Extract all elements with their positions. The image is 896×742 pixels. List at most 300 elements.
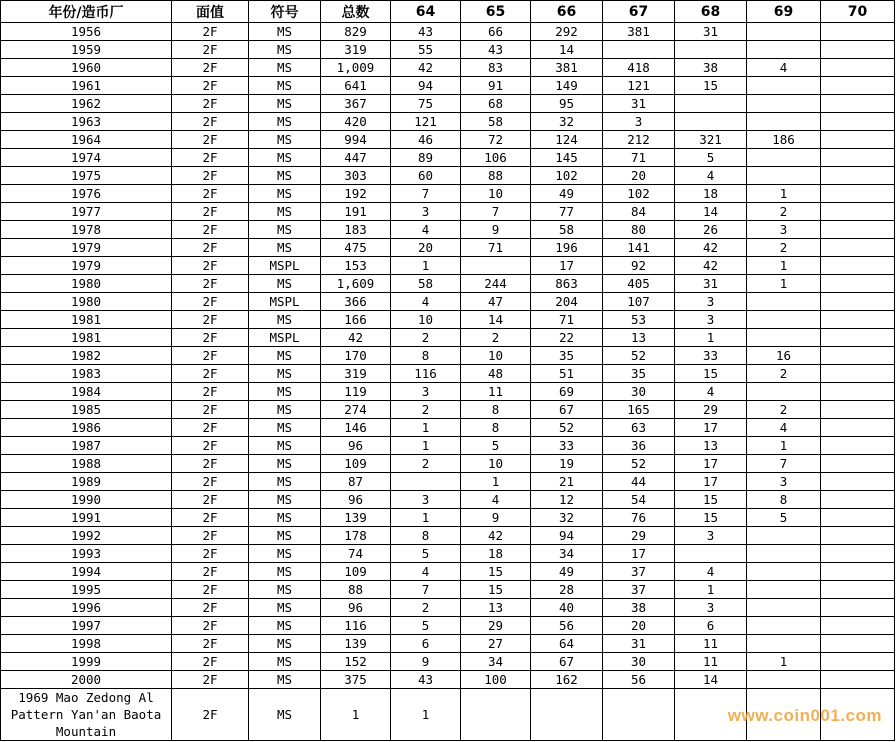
cell-grade-64: 7	[391, 185, 461, 203]
cell-grade-69: 5	[747, 509, 821, 527]
table-row	[1, 527, 895, 545]
cell-grade-68: 321	[675, 131, 747, 149]
cell-year-mint: 1977	[1, 203, 172, 221]
cell-year-mint: 1974	[1, 149, 172, 167]
cell-total: 139	[321, 635, 391, 653]
cell-grade-64: 5	[391, 545, 461, 563]
cell-grade-70	[821, 149, 895, 167]
cell-symbol: MS	[249, 401, 321, 419]
cell-grade-65: 83	[461, 59, 531, 77]
cell-grade-68: 31	[675, 23, 747, 41]
table-row	[1, 599, 895, 617]
cell-grade-66: 67	[531, 401, 603, 419]
cell-grade-64: 3	[391, 383, 461, 401]
cell-symbol: MS	[249, 599, 321, 617]
cell-denomination: 2F	[172, 617, 249, 635]
cell-grade-69	[747, 149, 821, 167]
cell-symbol: MS	[249, 473, 321, 491]
header-grade-65: 65	[461, 1, 531, 23]
cell-grade-70	[821, 599, 895, 617]
cell-symbol: MS	[249, 95, 321, 113]
cell-total: 192	[321, 185, 391, 203]
cell-symbol: MSPL	[249, 257, 321, 275]
cell-grade-67: 54	[603, 491, 675, 509]
cell-grade-67: 31	[603, 635, 675, 653]
cell-grade-68: 17	[675, 455, 747, 473]
header-grade-66: 66	[531, 1, 603, 23]
cell-grade-68: 4	[675, 167, 747, 185]
cell-grade-66: 102	[531, 167, 603, 185]
cell-denomination: 2F	[172, 653, 249, 671]
table-row	[1, 275, 895, 293]
cell-total: 87	[321, 473, 391, 491]
cell-grade-70	[821, 635, 895, 653]
cell-grade-65: 48	[461, 365, 531, 383]
cell-grade-64: 8	[391, 347, 461, 365]
cell-grade-64: 8	[391, 527, 461, 545]
cell-symbol: MS	[249, 437, 321, 455]
cell-symbol: MS	[249, 653, 321, 671]
cell-grade-69: 186	[747, 131, 821, 149]
cell-grade-69	[747, 329, 821, 347]
cell-grade-69: 8	[747, 491, 821, 509]
cell-year-mint: 1990	[1, 491, 172, 509]
cell-grade-64: 58	[391, 275, 461, 293]
cell-grade-66: 94	[531, 527, 603, 545]
cell-total: 829	[321, 23, 391, 41]
cell-grade-67	[603, 689, 675, 741]
cell-grade-69	[747, 635, 821, 653]
cell-grade-68: 31	[675, 275, 747, 293]
cell-grade-70	[821, 581, 895, 599]
cell-grade-67: 381	[603, 23, 675, 41]
cell-grade-68: 15	[675, 491, 747, 509]
cell-grade-69: 3	[747, 221, 821, 239]
cell-grade-65: 9	[461, 221, 531, 239]
cell-grade-70	[821, 383, 895, 401]
cell-grade-70	[821, 545, 895, 563]
cell-grade-66: 33	[531, 437, 603, 455]
cell-grade-66: 149	[531, 77, 603, 95]
cell-denomination: 2F	[172, 203, 249, 221]
cell-grade-69: 1	[747, 257, 821, 275]
cell-grade-65: 4	[461, 491, 531, 509]
cell-denomination: 2F	[172, 527, 249, 545]
table-row	[1, 95, 895, 113]
cell-grade-64: 55	[391, 41, 461, 59]
cell-denomination: 2F	[172, 347, 249, 365]
cell-grade-68: 5	[675, 149, 747, 167]
cell-symbol: MS	[249, 149, 321, 167]
cell-denomination: 2F	[172, 419, 249, 437]
cell-grade-68	[675, 545, 747, 563]
cell-total: 109	[321, 563, 391, 581]
cell-grade-68: 29	[675, 401, 747, 419]
cell-grade-70	[821, 473, 895, 491]
cell-total: 153	[321, 257, 391, 275]
site-watermark: www.coin001.com	[727, 706, 882, 725]
cell-denomination: 2F	[172, 275, 249, 293]
cell-symbol: MSPL	[249, 329, 321, 347]
cell-year-mint: 1984	[1, 383, 172, 401]
cell-grade-64: 46	[391, 131, 461, 149]
cell-year-mint: 1964	[1, 131, 172, 149]
cell-grade-64: 43	[391, 671, 461, 689]
cell-grade-65: 91	[461, 77, 531, 95]
cell-denomination: 2F	[172, 77, 249, 95]
cell-grade-66: 67	[531, 653, 603, 671]
cell-grade-69: 2	[747, 365, 821, 383]
header-grade-68: 68	[675, 1, 747, 23]
cell-symbol: MS	[249, 41, 321, 59]
table-body	[1, 23, 895, 741]
cell-denomination: 2F	[172, 599, 249, 617]
cell-total: 191	[321, 203, 391, 221]
cell-grade-69: 4	[747, 59, 821, 77]
cell-grade-69	[747, 41, 821, 59]
cell-total: 366	[321, 293, 391, 311]
cell-grade-68: 33	[675, 347, 747, 365]
cell-symbol: MS	[249, 113, 321, 131]
cell-grade-66: 196	[531, 239, 603, 257]
table-row	[1, 257, 895, 275]
cell-total: 319	[321, 41, 391, 59]
cell-grade-64: 20	[391, 239, 461, 257]
cell-year-mint: 1956	[1, 23, 172, 41]
cell-grade-68: 13	[675, 437, 747, 455]
cell-grade-69	[747, 617, 821, 635]
cell-grade-66: 95	[531, 95, 603, 113]
cell-grade-64: 2	[391, 401, 461, 419]
table-row	[1, 491, 895, 509]
cell-grade-66: 35	[531, 347, 603, 365]
table-row	[1, 59, 895, 77]
cell-grade-66: 49	[531, 185, 603, 203]
cell-year-mint: 1992	[1, 527, 172, 545]
cell-grade-64: 7	[391, 581, 461, 599]
cell-grade-70	[821, 329, 895, 347]
cell-grade-66: 64	[531, 635, 603, 653]
header-grade-67: 67	[603, 1, 675, 23]
cell-total: 420	[321, 113, 391, 131]
cell-grade-70	[821, 401, 895, 419]
cell-grade-66: 17	[531, 257, 603, 275]
cell-grade-64: 5	[391, 617, 461, 635]
cell-total: 641	[321, 77, 391, 95]
cell-denomination: 2F	[172, 473, 249, 491]
cell-total: 170	[321, 347, 391, 365]
cell-symbol: MS	[249, 383, 321, 401]
cell-grade-70	[821, 95, 895, 113]
cell-grade-65: 47	[461, 293, 531, 311]
cell-total: 139	[321, 509, 391, 527]
cell-total: 96	[321, 491, 391, 509]
cell-grade-67: 20	[603, 167, 675, 185]
cell-grade-69: 2	[747, 239, 821, 257]
cell-grade-67: 38	[603, 599, 675, 617]
cell-grade-70	[821, 185, 895, 203]
cell-symbol: MS	[249, 635, 321, 653]
cell-grade-65: 29	[461, 617, 531, 635]
cell-denomination: 2F	[172, 113, 249, 131]
cell-grade-67: 31	[603, 95, 675, 113]
cell-grade-65: 106	[461, 149, 531, 167]
cell-grade-67: 63	[603, 419, 675, 437]
header-grade-64: 64	[391, 1, 461, 23]
cell-grade-65: 34	[461, 653, 531, 671]
cell-denomination: 2F	[172, 365, 249, 383]
cell-grade-65: 10	[461, 347, 531, 365]
cell-denomination: 2F	[172, 563, 249, 581]
cell-grade-64	[391, 473, 461, 491]
header-grade-70: 70	[821, 1, 895, 23]
cell-year-mint: 1975	[1, 167, 172, 185]
cell-total: 994	[321, 131, 391, 149]
cell-denomination: 2F	[172, 185, 249, 203]
cell-grade-68: 3	[675, 293, 747, 311]
cell-total: 1,609	[321, 275, 391, 293]
cell-grade-68: 18	[675, 185, 747, 203]
cell-grade-66: 19	[531, 455, 603, 473]
table-row	[1, 401, 895, 419]
cell-grade-67: 53	[603, 311, 675, 329]
cell-total: 367	[321, 95, 391, 113]
cell-grade-68: 14	[675, 203, 747, 221]
cell-year-mint: 1987	[1, 437, 172, 455]
cell-grade-66: 32	[531, 509, 603, 527]
cell-grade-66: 14	[531, 41, 603, 59]
cell-grade-65	[461, 257, 531, 275]
cell-year-mint: 1999	[1, 653, 172, 671]
cell-year-mint: 1963	[1, 113, 172, 131]
cell-year-mint: 2000	[1, 671, 172, 689]
cell-grade-70	[821, 293, 895, 311]
cell-denomination: 2F	[172, 239, 249, 257]
header-row	[1, 1, 895, 23]
cell-grade-66: 22	[531, 329, 603, 347]
cell-total: 109	[321, 455, 391, 473]
cell-grade-66: 381	[531, 59, 603, 77]
cell-grade-67: 37	[603, 563, 675, 581]
cell-symbol: MS	[249, 311, 321, 329]
cell-grade-68	[675, 95, 747, 113]
cell-denomination: 2F	[172, 689, 249, 741]
cell-grade-67: 13	[603, 329, 675, 347]
cell-grade-70	[821, 131, 895, 149]
cell-total: 146	[321, 419, 391, 437]
cell-total: 96	[321, 599, 391, 617]
cell-grade-64: 6	[391, 635, 461, 653]
cell-grade-66: 204	[531, 293, 603, 311]
cell-grade-65: 42	[461, 527, 531, 545]
cell-grade-67: 17	[603, 545, 675, 563]
cell-grade-67: 405	[603, 275, 675, 293]
table-row	[1, 545, 895, 563]
cell-grade-66: 145	[531, 149, 603, 167]
cell-total: 96	[321, 437, 391, 455]
cell-grade-69	[747, 113, 821, 131]
cell-grade-67: 20	[603, 617, 675, 635]
cell-grade-67: 29	[603, 527, 675, 545]
cell-symbol: MS	[249, 131, 321, 149]
cell-grade-68: 3	[675, 527, 747, 545]
table-row	[1, 473, 895, 491]
cell-grade-65: 2	[461, 329, 531, 347]
cell-grade-66: 863	[531, 275, 603, 293]
cell-grade-67: 30	[603, 383, 675, 401]
cell-symbol: MS	[249, 167, 321, 185]
table-row	[1, 653, 895, 671]
cell-grade-69	[747, 77, 821, 95]
cell-symbol: MS	[249, 689, 321, 741]
cell-grade-68	[675, 41, 747, 59]
cell-symbol: MS	[249, 77, 321, 95]
cell-grade-68: 4	[675, 383, 747, 401]
cell-grade-64: 42	[391, 59, 461, 77]
cell-grade-68: 3	[675, 599, 747, 617]
cell-grade-67: 212	[603, 131, 675, 149]
cell-symbol: MS	[249, 275, 321, 293]
cell-denomination: 2F	[172, 401, 249, 419]
cell-denomination: 2F	[172, 167, 249, 185]
header-year-mint: 年份/造币厂	[1, 1, 172, 23]
cell-total: 88	[321, 581, 391, 599]
cell-grade-67: 84	[603, 203, 675, 221]
table-row	[1, 203, 895, 221]
cell-grade-65: 10	[461, 185, 531, 203]
cell-denomination: 2F	[172, 23, 249, 41]
table-row	[1, 131, 895, 149]
cell-symbol: MS	[249, 455, 321, 473]
header-grade-69: 69	[747, 1, 821, 23]
cell-grade-70	[821, 203, 895, 221]
cell-grade-68: 15	[675, 77, 747, 95]
cell-year-mint: 1981	[1, 329, 172, 347]
cell-grade-66	[531, 689, 603, 741]
cell-grade-66: 49	[531, 563, 603, 581]
cell-grade-69: 1	[747, 437, 821, 455]
cell-symbol: MS	[249, 59, 321, 77]
cell-grade-64: 2	[391, 455, 461, 473]
cell-grade-64: 4	[391, 293, 461, 311]
cell-grade-64: 1	[391, 509, 461, 527]
cell-grade-69	[747, 167, 821, 185]
cell-total: 116	[321, 617, 391, 635]
cell-symbol: MS	[249, 563, 321, 581]
cell-grade-65: 5	[461, 437, 531, 455]
cell-total: 74	[321, 545, 391, 563]
cell-grade-65: 71	[461, 239, 531, 257]
cell-grade-68: 1	[675, 581, 747, 599]
cell-grade-68: 6	[675, 617, 747, 635]
cell-grade-64: 1	[391, 689, 461, 741]
cell-grade-70	[821, 365, 895, 383]
cell-grade-67: 44	[603, 473, 675, 491]
cell-grade-69	[747, 581, 821, 599]
cell-grade-65: 100	[461, 671, 531, 689]
cell-symbol: MS	[249, 671, 321, 689]
table-row	[1, 149, 895, 167]
cell-symbol: MS	[249, 419, 321, 437]
cell-year-mint: 1980	[1, 293, 172, 311]
cell-grade-70	[821, 419, 895, 437]
cell-grade-64: 2	[391, 599, 461, 617]
cell-grade-68: 15	[675, 509, 747, 527]
cell-grade-70	[821, 239, 895, 257]
cell-year-mint: 1996	[1, 599, 172, 617]
cell-grade-65: 9	[461, 509, 531, 527]
cell-grade-66: 32	[531, 113, 603, 131]
cell-grade-70	[821, 617, 895, 635]
cell-grade-69	[747, 671, 821, 689]
cell-symbol: MS	[249, 581, 321, 599]
cell-grade-64: 3	[391, 203, 461, 221]
cell-symbol: MS	[249, 545, 321, 563]
cell-year-mint: 1962	[1, 95, 172, 113]
cell-denomination: 2F	[172, 293, 249, 311]
cell-grade-65: 27	[461, 635, 531, 653]
cell-grade-68: 4	[675, 563, 747, 581]
cell-grade-70	[821, 347, 895, 365]
cell-grade-69	[747, 383, 821, 401]
cell-grade-68: 26	[675, 221, 747, 239]
cell-grade-66: 56	[531, 617, 603, 635]
cell-denomination: 2F	[172, 149, 249, 167]
cell-grade-70	[821, 653, 895, 671]
cell-grade-67: 36	[603, 437, 675, 455]
cell-grade-68	[675, 113, 747, 131]
cell-grade-68: 14	[675, 671, 747, 689]
cell-grade-69: 2	[747, 203, 821, 221]
cell-denomination: 2F	[172, 437, 249, 455]
cell-denomination: 2F	[172, 455, 249, 473]
cell-grade-70	[821, 167, 895, 185]
table-row	[1, 635, 895, 653]
cell-grade-65: 244	[461, 275, 531, 293]
cell-grade-65: 15	[461, 581, 531, 599]
cell-grade-64: 1	[391, 437, 461, 455]
cell-grade-69	[747, 563, 821, 581]
cell-grade-67: 30	[603, 653, 675, 671]
cell-grade-69	[747, 95, 821, 113]
cell-denomination: 2F	[172, 311, 249, 329]
cell-grade-69: 1	[747, 275, 821, 293]
cell-year-mint: 1976	[1, 185, 172, 203]
cell-denomination: 2F	[172, 221, 249, 239]
cell-symbol: MS	[249, 203, 321, 221]
cell-grade-65: 58	[461, 113, 531, 131]
cell-denomination: 2F	[172, 257, 249, 275]
cell-denomination: 2F	[172, 509, 249, 527]
cell-grade-67: 107	[603, 293, 675, 311]
cell-grade-70	[821, 41, 895, 59]
cell-grade-64: 75	[391, 95, 461, 113]
cell-total: 274	[321, 401, 391, 419]
cell-grade-65	[461, 689, 531, 741]
cell-grade-66: 28	[531, 581, 603, 599]
cell-denomination: 2F	[172, 635, 249, 653]
cell-year-mint: 1995	[1, 581, 172, 599]
cell-grade-67: 165	[603, 401, 675, 419]
cell-denomination: 2F	[172, 581, 249, 599]
cell-year-mint: 1961	[1, 77, 172, 95]
cell-grade-69: 3	[747, 473, 821, 491]
cell-symbol: MS	[249, 491, 321, 509]
cell-grade-66: 34	[531, 545, 603, 563]
cell-grade-66: 51	[531, 365, 603, 383]
cell-year-mint: 1988	[1, 455, 172, 473]
cell-grade-65: 13	[461, 599, 531, 617]
